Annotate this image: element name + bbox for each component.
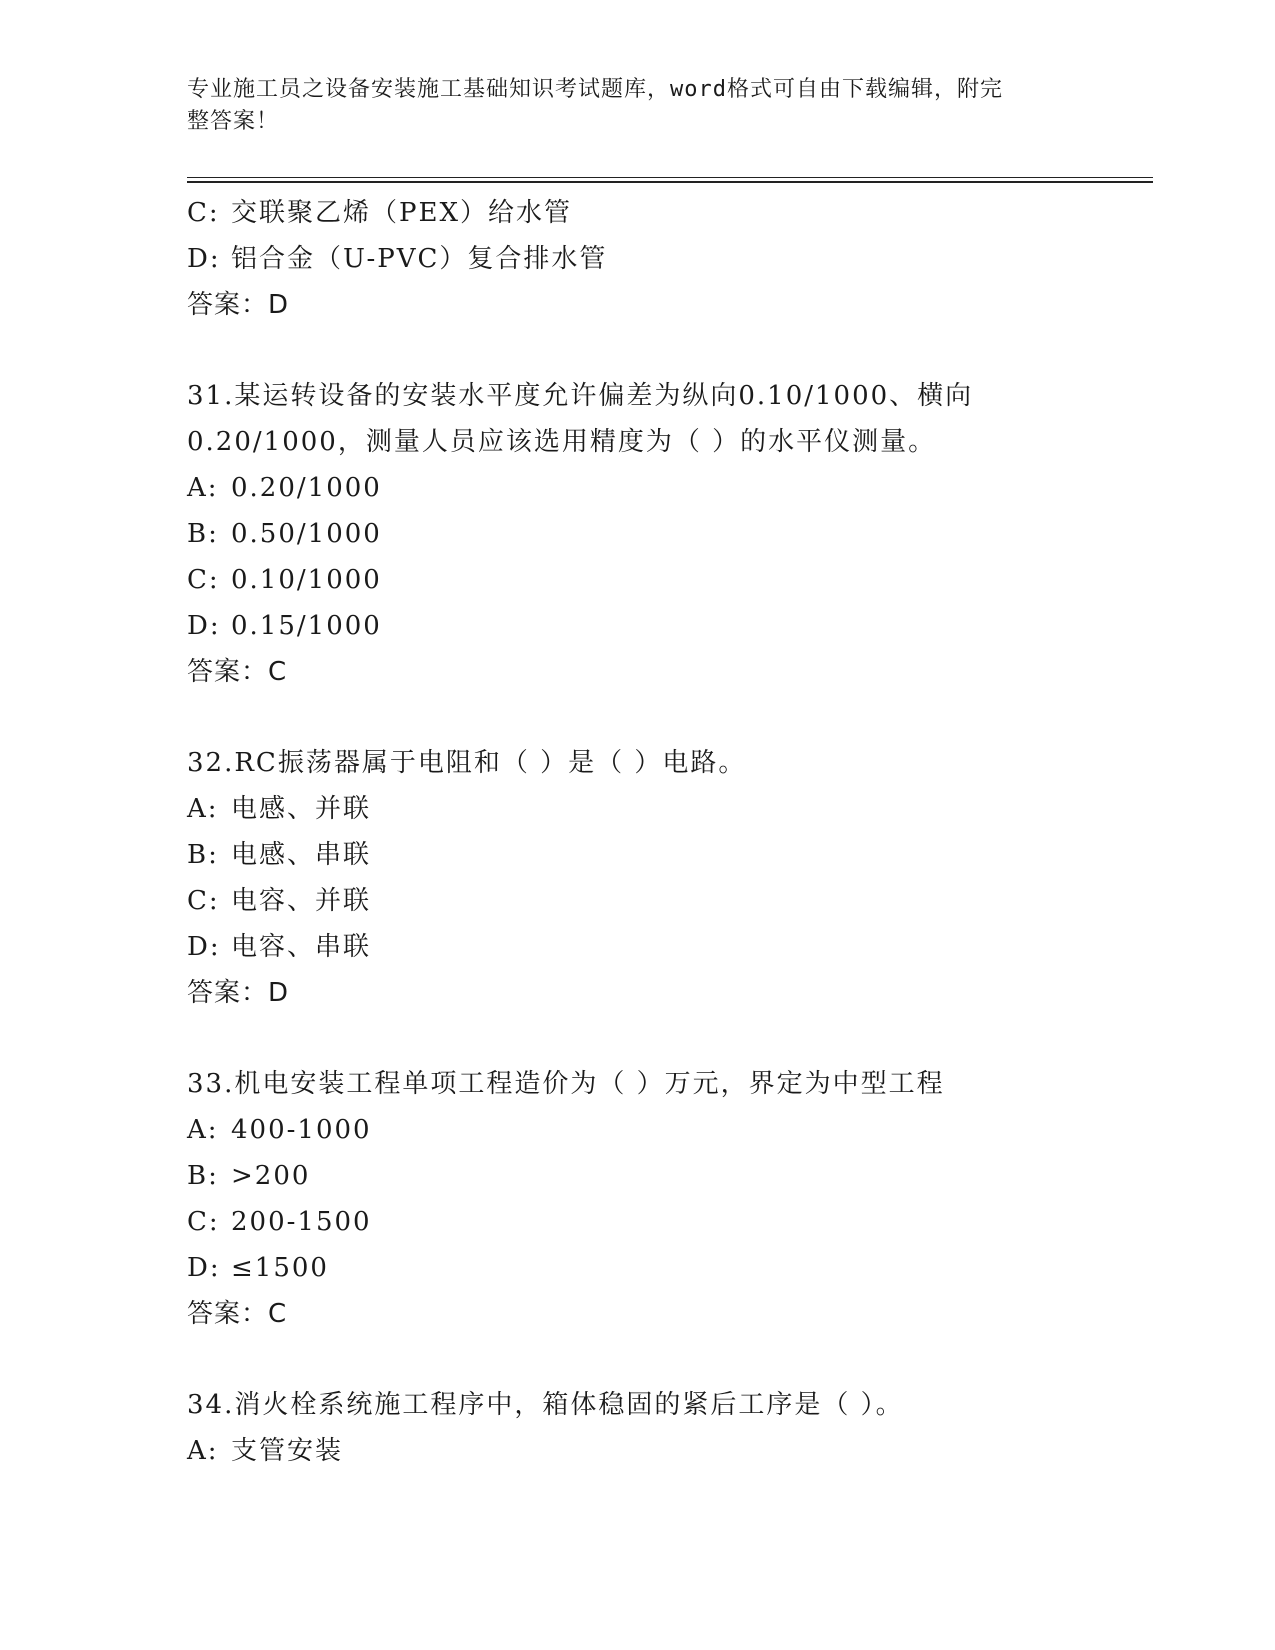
- answer-line: 答案：D: [187, 978, 290, 1008]
- option-item: [187, 832, 1147, 878]
- option-item: [187, 878, 1147, 924]
- option-item: [187, 190, 1147, 236]
- option-item: [187, 557, 1147, 603]
- question-spacer: [187, 695, 1147, 740]
- option-item: [187, 1199, 1147, 1245]
- option-text: 电感、并联: [231, 794, 372, 824]
- document-header: [187, 74, 1067, 138]
- option-item: [187, 1107, 1147, 1153]
- option-text: 400-1000: [231, 1115, 372, 1145]
- question-list: [187, 190, 1147, 1474]
- question-text: 32.RC振荡器属于电阻和（ ）是（ ）电路。: [187, 748, 747, 778]
- question-text: 0.20/1000，测量人员应该选用精度为（ ）的水平仪测量。: [187, 427, 937, 457]
- option-letter: D:: [187, 932, 221, 962]
- question-text: 33.机电安装工程单项工程造价为（ ）万元，界定为中型工程: [187, 1069, 945, 1099]
- option-text: 电容、串联: [231, 932, 372, 962]
- option-item: [187, 1428, 1147, 1474]
- option-item: [187, 236, 1147, 282]
- option-letter: D:: [187, 1253, 221, 1283]
- option-item: [187, 924, 1147, 970]
- question-spacer: [187, 1337, 1147, 1382]
- option-letter: B:: [187, 519, 219, 549]
- option-letter: D:: [187, 244, 221, 274]
- option-letter: D:: [187, 611, 221, 641]
- option-text: 0.10/1000: [231, 565, 382, 595]
- option-letter: A:: [187, 794, 219, 824]
- option-letter: C:: [187, 1207, 220, 1237]
- question-spacer: [187, 328, 1147, 373]
- header-line-1: 专业施工员之设备安装施工基础知识考试题库，word格式可自由下载编辑，附完: [187, 77, 1003, 102]
- option-text: 200-1500: [231, 1207, 372, 1237]
- option-text: 电感、串联: [231, 840, 372, 870]
- option-letter: C:: [187, 565, 220, 595]
- option-item: [187, 603, 1147, 649]
- option-item: [187, 465, 1147, 511]
- option-letter: B:: [187, 1161, 219, 1191]
- option-text: 0.15/1000: [231, 611, 382, 641]
- option-text: >200: [231, 1161, 311, 1191]
- option-item: [187, 511, 1147, 557]
- question-spacer: [187, 1016, 1147, 1061]
- option-item: [187, 1153, 1147, 1199]
- option-letter: C:: [187, 886, 220, 916]
- answer-line: 答案：D: [187, 290, 290, 320]
- option-text: 支管安装: [231, 1436, 344, 1466]
- option-item: [187, 1245, 1147, 1291]
- option-text: 交联聚乙烯（PEX）给水管: [231, 198, 572, 228]
- option-item: [187, 786, 1147, 832]
- option-text: 电容、并联: [231, 886, 372, 916]
- option-text: 0.20/1000: [231, 473, 382, 503]
- option-letter: A:: [187, 473, 219, 503]
- option-letter: A:: [187, 1115, 219, 1145]
- header-line-2: 整答案！: [187, 109, 280, 134]
- answer-line: 答案：C: [187, 657, 288, 687]
- header-divider-thin: [187, 177, 1153, 178]
- question-text: 34.消火栓系统施工程序中，箱体稳固的紧后工序是（ ）。: [187, 1390, 904, 1420]
- option-text: 0.50/1000: [231, 519, 382, 549]
- option-letter: A:: [187, 1436, 219, 1466]
- option-text: 铝合金（U-PVC）复合排水管: [231, 244, 608, 274]
- question-text: 31.某运转设备的安装水平度允许偏差为纵向0.10/1000、横向: [187, 381, 974, 411]
- option-letter: C:: [187, 198, 220, 228]
- option-letter: B:: [187, 840, 219, 870]
- answer-line: 答案：C: [187, 1299, 288, 1329]
- header-divider-thick: [187, 181, 1153, 183]
- option-text: ≤1500: [231, 1253, 329, 1283]
